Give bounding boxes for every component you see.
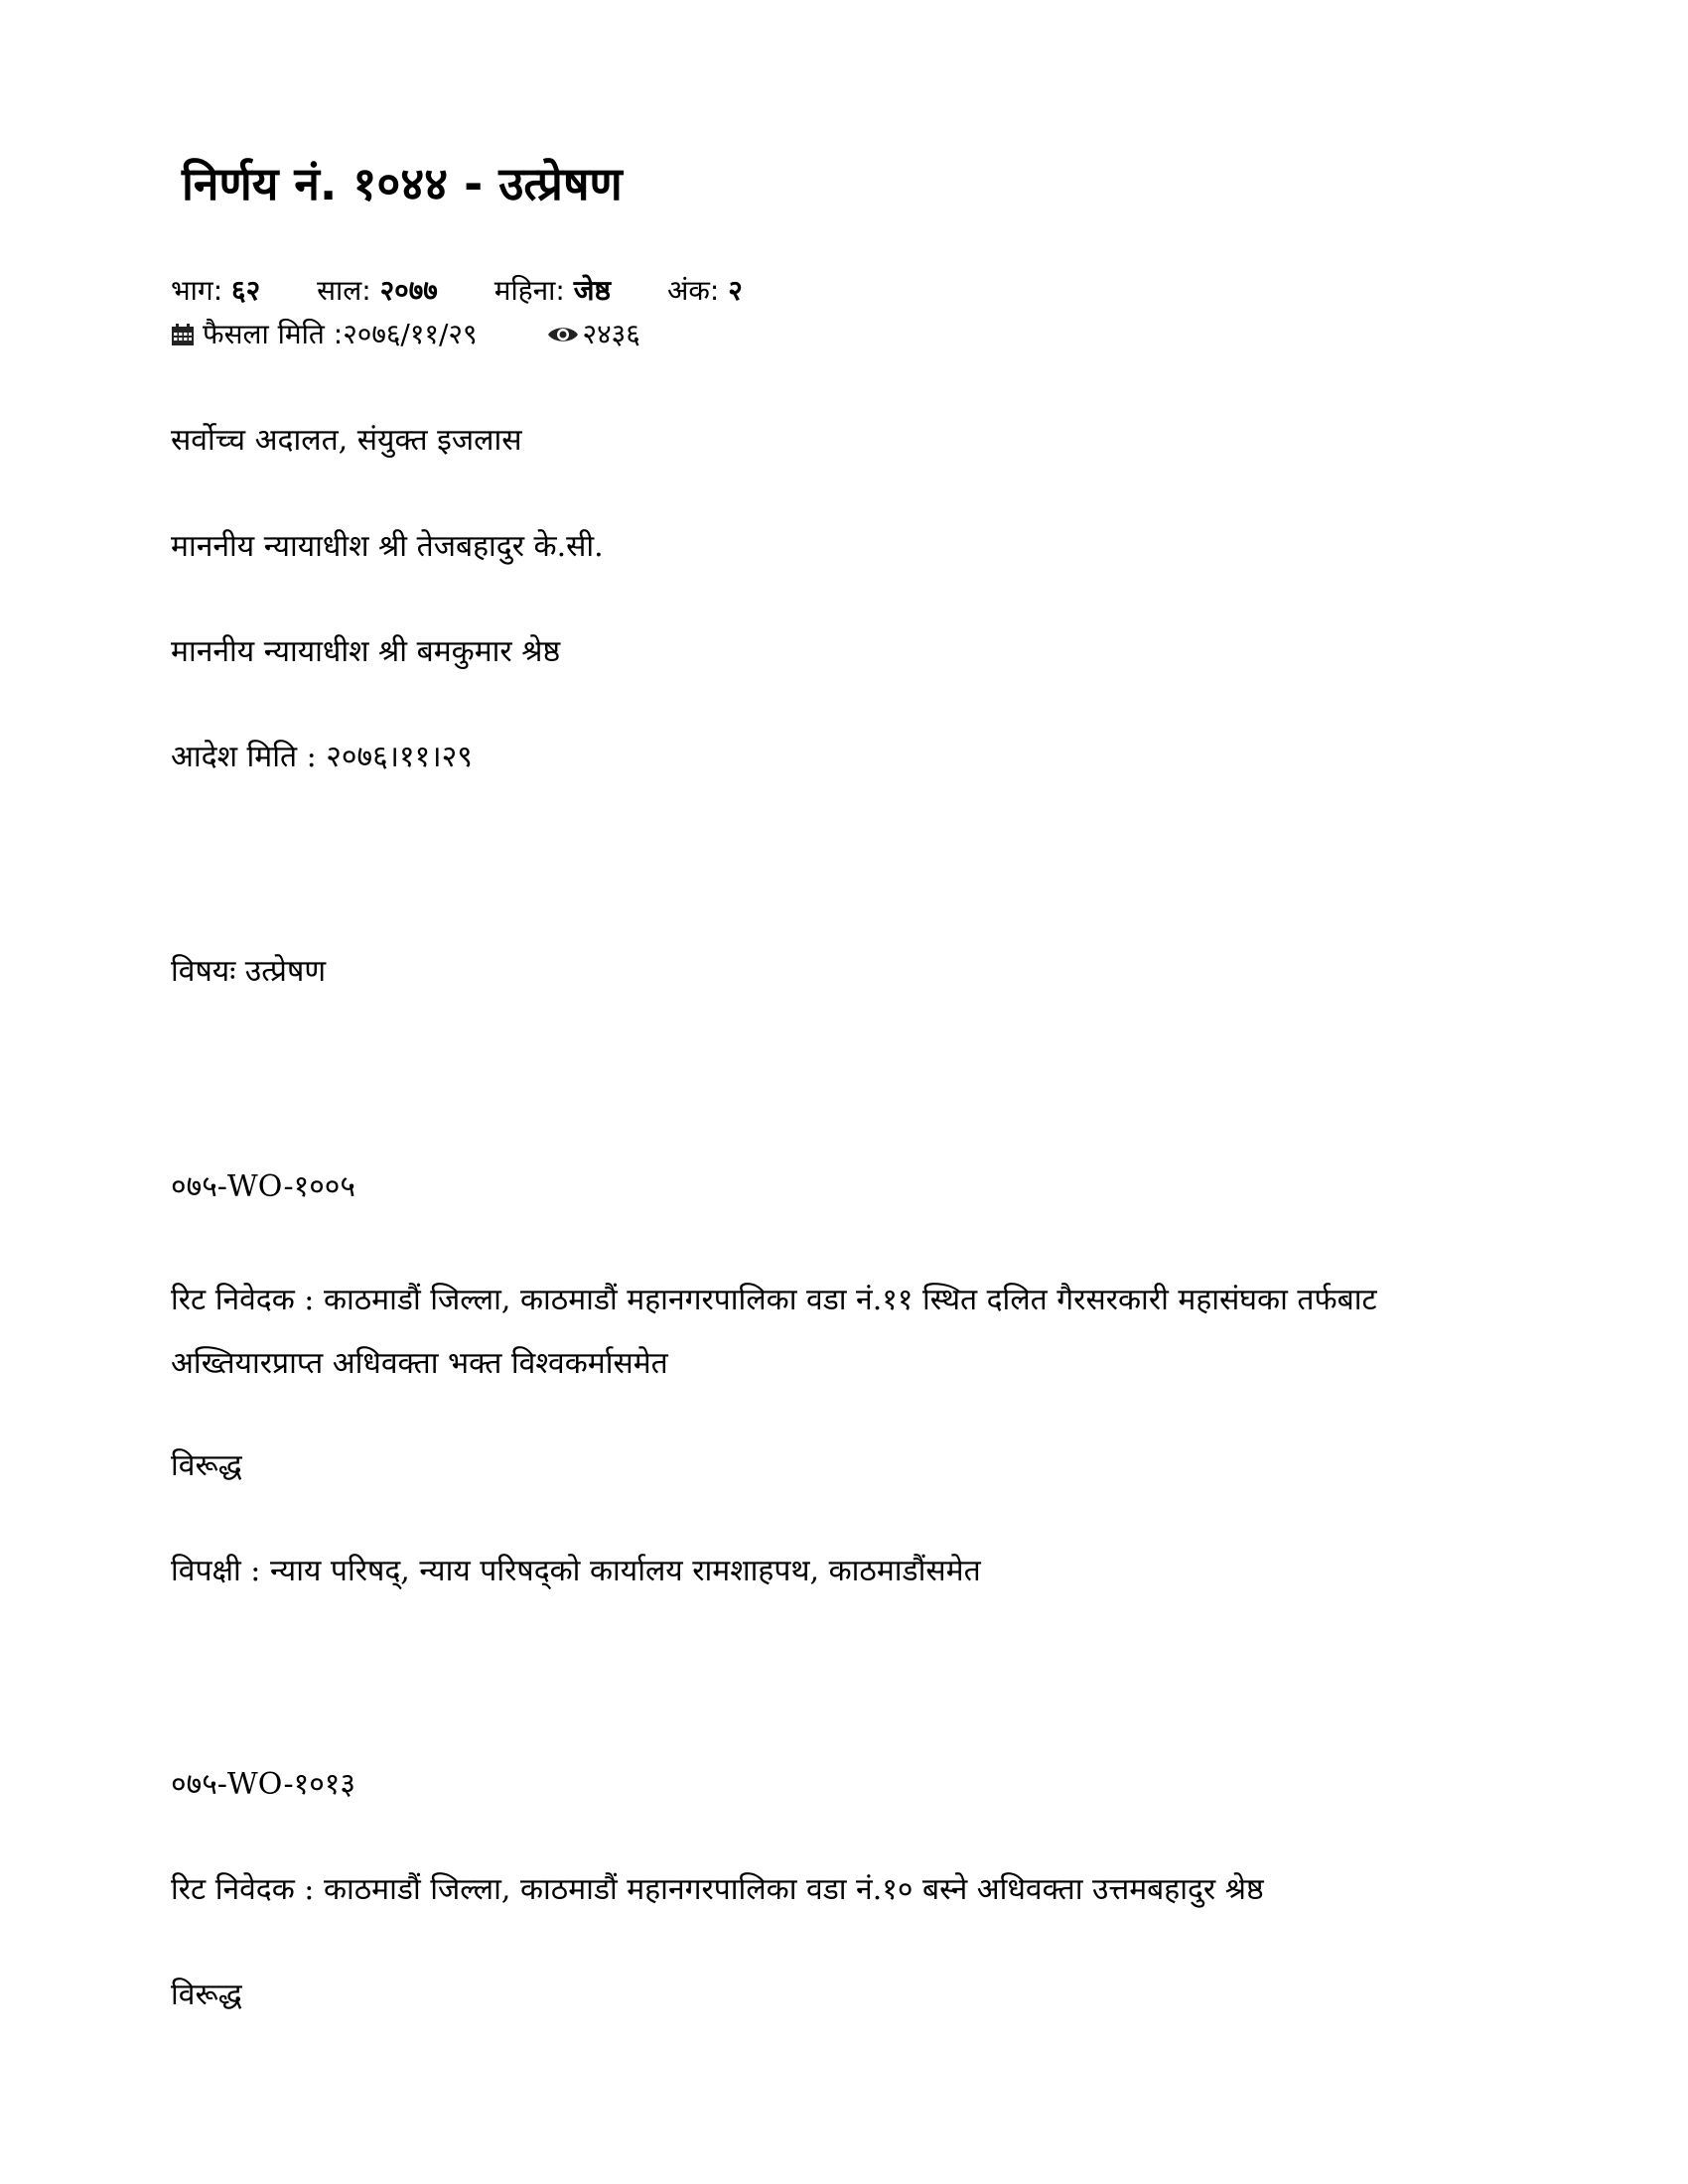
- publication-meta: [171, 274, 790, 308]
- case-number-2: ०७५-WO-१०१३: [171, 1767, 356, 1802]
- petitioner-2: रिट निवेदक : काठमाडौं जिल्ला, काठमाडौं महानगरपालिका वडा नं.१० बस्ने अधिवक्ता उत्तमबहादुर श्रेष्ठ: [171, 1872, 1264, 1907]
- judge-1: माननीय न्यायाधीश श्री तेजबहादुर के.सी.: [171, 529, 604, 564]
- meta-bhag: भाग: ६२: [171, 274, 261, 307]
- meta-mahina: महिना: जेष्ठ: [493, 274, 612, 307]
- respondent-1: विपक्षी : न्याय परिषद्, न्याय परिषद्को कार्यालय रामशाहपथ, काठमाडौंसमेत: [171, 1554, 981, 1588]
- versus-1: विरूद्ध: [171, 1448, 242, 1483]
- view-count: २४३६: [582, 318, 640, 350]
- court-name: सर्वोच्च अदालत, संयुक्त इजलास: [171, 423, 522, 458]
- subject: विषयः उत्प्रेषण: [171, 954, 327, 989]
- versus-2: विरूद्ध: [171, 1978, 242, 2012]
- petitioner-1: रिट निवेदक : काठमाडौं जिल्ला, काठमाडौं महानगरपालिका वडा नं.११ स्थित दलित गैरसरकारी महासंघका तर्फबाट अख्तियारप्राप्त अधिवक्ता भक्त विश्वकर्मासमेत: [171, 1283, 1377, 1381]
- decision-date-row: [171, 318, 640, 351]
- page-title: निर्णय नं. १०४४ - उत्प्रेषण: [182, 157, 623, 210]
- order-date: आदेश मिति : २०७६।११।२९: [171, 740, 473, 774]
- decision-date: फैसला मिति :२०७६/११/२९: [203, 318, 478, 350]
- meta-saal: साल: २०७७: [317, 274, 438, 307]
- judge-2: माननीय न्यायाधीश श्री बमकुमार श्रेष्ठ: [171, 634, 561, 669]
- calendar-icon: [171, 323, 195, 346]
- case-number-1: ०७५-WO-१००५: [171, 1169, 356, 1204]
- meta-anka: अंक: २: [666, 274, 743, 307]
- eye-icon: [547, 323, 579, 346]
